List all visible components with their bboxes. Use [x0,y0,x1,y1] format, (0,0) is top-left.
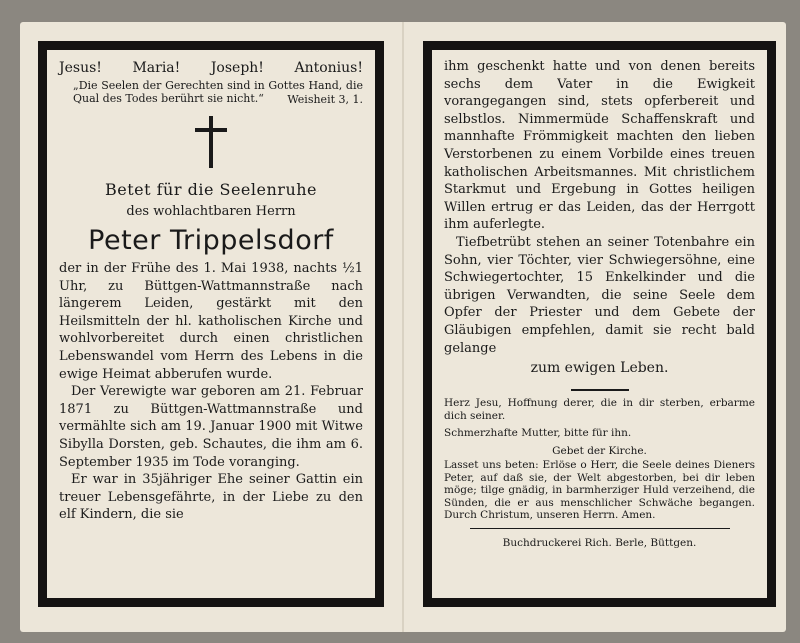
divider [571,389,629,391]
left-panel [38,41,384,607]
footer-divider [470,528,730,529]
honorific: des wohlachtbaren Herrn [126,204,296,219]
paragraph-death: der in der Frühe des 1. Mai 1938, nachts ½1 Uhr, zu Büttgen-Wattmannstraße nach längerem Leiden, gestärkt mit den Heilsmitteln der hl. katholischen Kirche und wohlvorbereitet durch einen christlichen Lebenswandel vom Herrn des Lebens in die ewige Heimat abberufen wurde. [59,261,363,382]
right-panel [423,41,776,607]
paragraph-marriage: Er war in 35jähriger Ehe seiner Gattin ein treuer Lebensgefährte, in der Liebe zu den elf Kindern, die sie [59,472,363,523]
invocation-joseph: Joseph! [210,60,264,76]
printer-credit: Buchdruckerei Rich. Berle, Büttgen. [502,536,697,549]
scripture-source: Weisheit 3, 1. [287,93,363,106]
invocation [59,60,363,76]
cross-icon [195,116,227,168]
invocation-antonius: Antonius! [294,60,363,76]
prayer-sorrowful-mother: Schmerzhafte Mutter, bitte für ihn. [444,427,632,440]
paragraph-character: ihm geschenkt hatte und von denen bereits sechs dem Vater in die Ewigkeit vorangegangen sind, stets opferbereit und selbstlos. Nimmermüde Schaffenskraft und mannhafte Frömmigkeit machten den lieben Verstorbenen zu einem Vorbilde eines treuen katholischen Arbeitsmannes. Mit christlichem Starkmut und Ergebung in Gottes heiligen Willen ertrug er das Leiden, das der Herrgott ihm auferlegte. [444,59,755,233]
paragraph-biography: Der Verewigte war geboren am 21. Februar 1871 zu Büttgen-Wattmannstraße und vermählte sich am 19. Januar 1900 mit Witwe Sibylla Dorsten, geb. Schautes, die ihm am 6. September 1935 im Tode voranging. [59,384,363,470]
deceased-name: Peter Trippelsdorf [88,225,334,256]
invocation-jesus: Jesus! [59,60,102,76]
closing-line: zum ewigen Leben. [530,360,669,377]
prayer-title: Gebet der Kirche. [552,444,647,457]
invocation-maria: Maria! [132,60,181,76]
paragraph-mourners: Tiefbetrübt stehen an seiner Totenbahre ein Sohn, vier Töchter, vier Schwiegersöhne, eine Schwiegertochter, 15 Enkelkinder und die übrigen Verwandten, die seine Seele dem Opfer der Priester und dem Gebete der Gläubigen empfehlen, damit sie recht bald gelange [444,234,755,356]
card-fold [402,22,404,632]
prayer-sacred-heart: Herz Jesu, Hoffnung derer, die in dir sterben, erbarme dich seiner. [444,397,755,422]
scripture-quote: „Die Seelen der Gerechten sind in Gottes Hand, die Qual des Todes berührt sie nicht.“ [73,79,363,105]
prayer-line: Betet für die Seelenruhe [104,180,318,199]
prayer-of-church: Lasset uns beten: Erlöse o Herr, die Seele deines Dieners Peter, auf daß sie, der Welt abgestorben, bei dir leben möge; tilge gnädig, in barmherziger Huld verzeihend, die Sünden, die er aus menschlicher Schwäche begangen. Durch Christum, unseren Herrn. Amen. [444,459,755,522]
